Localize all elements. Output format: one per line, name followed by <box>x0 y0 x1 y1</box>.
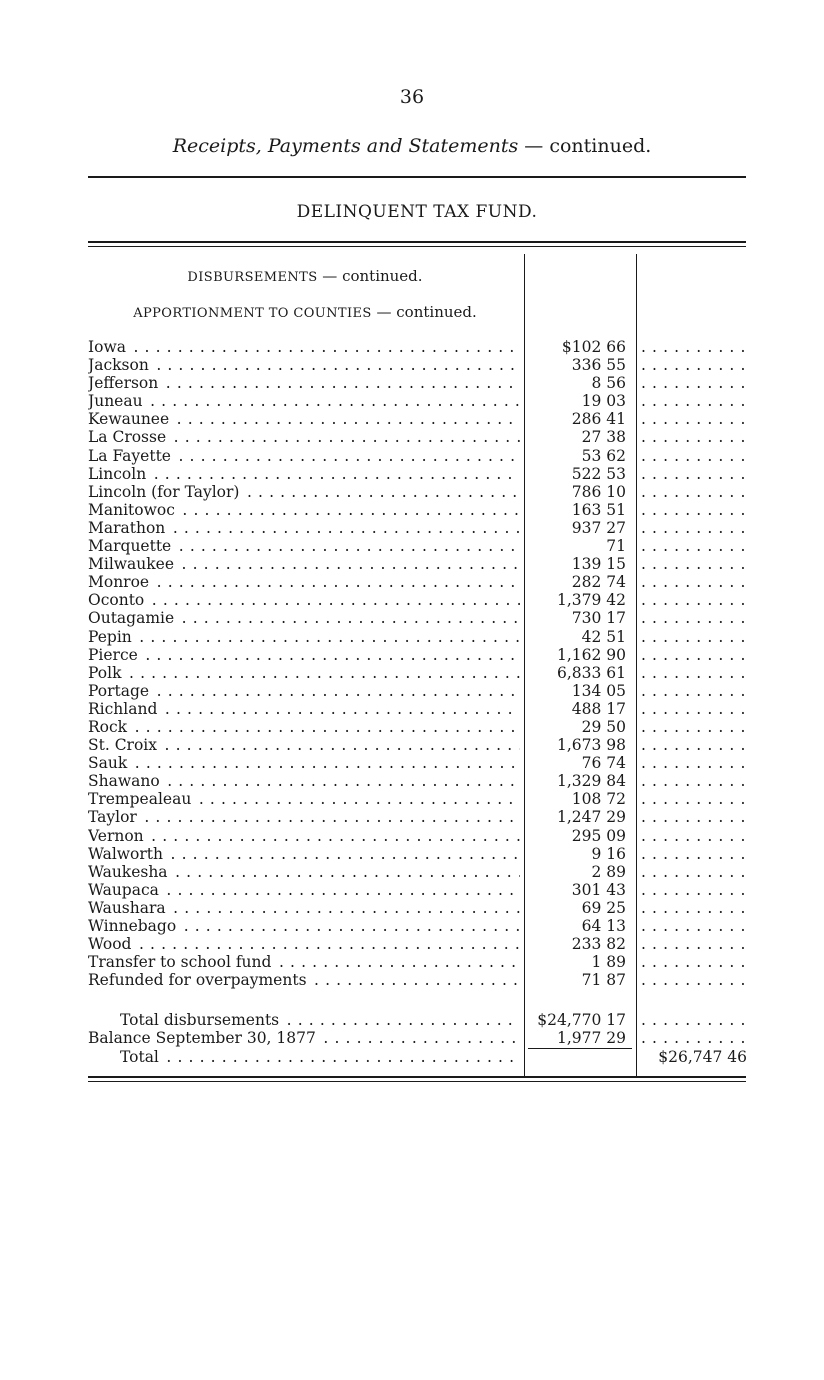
row-label <box>88 881 520 899</box>
county-name: St. Croix <box>88 736 158 755</box>
county-name: Marathon <box>88 518 166 537</box>
county-amount: 233 82 <box>571 935 626 954</box>
row-dot-leader <box>641 881 747 899</box>
row-dot-leader <box>641 356 747 374</box>
row-dot-leader <box>641 609 747 627</box>
county-row <box>0 953 824 971</box>
county-name: Waupaca <box>88 880 159 899</box>
county-name: Sauk <box>88 754 128 773</box>
county-amount: 1,162 90 <box>556 645 626 664</box>
row-label <box>88 863 520 881</box>
county-row <box>0 537 824 555</box>
county-name: Pepin <box>88 627 132 646</box>
county-amount: 163 51 <box>571 500 626 519</box>
row-dot-leader <box>641 591 747 609</box>
row-dot-leader <box>641 827 747 845</box>
row-dot-leader <box>641 790 747 808</box>
county-name: Kewaunee <box>88 410 170 429</box>
row-label <box>88 1029 520 1047</box>
county-row <box>0 591 824 609</box>
row-dot-leader <box>641 483 747 501</box>
county-amount: 139 15 <box>571 555 626 574</box>
county-name: Lincoln (for Taylor) <box>88 482 240 501</box>
row-dot-leader <box>641 1029 747 1047</box>
county-name: Marquette <box>88 537 172 556</box>
row-dot-leader <box>641 700 747 718</box>
row-dot-leader <box>641 447 747 465</box>
row-dot-leader <box>641 1011 747 1029</box>
county-amount: 76 74 <box>581 754 626 773</box>
county-amount: 937 27 <box>571 518 626 537</box>
county-name: Portage <box>88 681 150 700</box>
county-name: Manitowoc <box>88 500 175 519</box>
row-label <box>88 392 520 410</box>
county-row <box>0 899 824 917</box>
county-row <box>0 845 824 863</box>
county-amount: 6,833 61 <box>556 663 626 682</box>
county-row <box>0 682 824 700</box>
county-name: Trempealeau <box>88 790 192 809</box>
county-name: Waukesha <box>88 862 168 881</box>
county-name: Waushara <box>88 898 166 917</box>
county-amount: 282 74 <box>571 573 626 592</box>
row-label <box>88 501 520 519</box>
row-gap <box>0 989 824 1011</box>
row-label <box>88 718 520 736</box>
county-row <box>0 628 824 646</box>
row-label <box>88 736 520 754</box>
row-dot-leader <box>641 392 747 410</box>
total-disbursements-amount: $24,770 17 <box>537 1011 626 1030</box>
county-row <box>0 609 824 627</box>
county-row <box>0 410 824 428</box>
row-label <box>88 664 520 682</box>
county-row <box>0 827 824 845</box>
row-dot-leader <box>641 628 747 646</box>
county-row <box>0 374 824 392</box>
county-row <box>0 700 824 718</box>
county-row <box>0 483 824 501</box>
county-name: Taylor <box>88 808 137 827</box>
row-dot-leader <box>641 899 747 917</box>
row-dot-leader <box>641 772 747 790</box>
apportionment-heading <box>30 303 580 321</box>
row-label <box>88 971 520 989</box>
county-row <box>0 664 824 682</box>
table-top-double-rule <box>88 241 746 247</box>
county-name: Transfer to school fund <box>88 953 272 972</box>
county-amount: 42 51 <box>581 627 626 646</box>
row-dot-leader <box>641 664 747 682</box>
row-label <box>120 1048 520 1066</box>
county-amount: 286 41 <box>571 410 626 429</box>
county-row <box>0 646 824 664</box>
county-row <box>0 790 824 808</box>
row-label <box>88 682 520 700</box>
row-label <box>88 646 520 664</box>
grand-total-amount: $26,747 46 <box>658 1047 747 1066</box>
row-dot-leader <box>641 573 747 591</box>
page-number: 36 <box>399 86 425 108</box>
county-amount: 71 <box>606 537 626 556</box>
county-row <box>0 519 824 537</box>
county-row <box>0 428 824 446</box>
running-title-suffix: — continued. <box>518 135 652 157</box>
county-row <box>0 881 824 899</box>
row-dot-leader <box>641 428 747 446</box>
county-amount: $102 66 <box>561 338 626 356</box>
county-amount: 1,673 98 <box>556 736 626 755</box>
row-dot-leader <box>641 519 747 537</box>
county-row <box>0 772 824 790</box>
row-dot-leader <box>641 754 747 772</box>
row-dot-leader <box>641 953 747 971</box>
row-dot-leader <box>641 917 747 935</box>
row-dot-leader <box>641 808 747 826</box>
county-row <box>0 573 824 591</box>
county-name: Outagamie <box>88 609 175 628</box>
county-name: Pierce <box>88 645 138 664</box>
fund-title: DELINQUENT TAX FUND. <box>296 202 538 222</box>
county-name: Richland <box>88 699 158 718</box>
county-amount: 19 03 <box>581 392 626 411</box>
row-dot-leader <box>641 410 747 428</box>
row-dot-leader <box>641 718 747 736</box>
row-label <box>88 428 520 446</box>
amount-underline <box>528 1048 632 1049</box>
county-amount: 1,247 29 <box>556 808 626 827</box>
row-dot-leader <box>641 736 747 754</box>
county-name: Shawano <box>88 772 160 791</box>
top-rule <box>88 176 746 178</box>
running-title <box>0 135 824 157</box>
county-row <box>0 971 824 989</box>
total-disbursements-label: Total disbursements <box>120 1011 280 1030</box>
row-dot-leader <box>641 863 747 881</box>
county-name: La Fayette <box>88 446 171 465</box>
row-label <box>88 935 520 953</box>
county-amount: 1,379 42 <box>556 591 626 610</box>
row-label <box>88 483 520 501</box>
county-name: Jackson <box>88 356 149 375</box>
county-name: La Crosse <box>88 428 167 447</box>
county-row <box>0 465 824 483</box>
county-row <box>0 718 824 736</box>
county-rows <box>0 338 824 989</box>
row-label <box>88 591 520 609</box>
county-name: Rock <box>88 717 128 736</box>
row-dot-leader <box>641 935 747 953</box>
row-label <box>88 573 520 591</box>
county-name: Winnebago <box>88 917 177 935</box>
row-label <box>88 808 520 826</box>
county-name: Jefferson <box>88 374 159 393</box>
row-label <box>88 845 520 863</box>
row-label <box>88 609 520 627</box>
county-amount: 53 62 <box>581 446 626 465</box>
row-dot-leader <box>641 537 747 555</box>
county-row <box>0 555 824 573</box>
county-amount: 1 89 <box>591 953 626 972</box>
total-disbursements-row <box>0 1011 824 1029</box>
row-label <box>88 700 520 718</box>
county-name: Vernon <box>88 826 144 845</box>
row-dot-leader <box>641 555 747 573</box>
county-row <box>0 754 824 772</box>
county-name: Lincoln <box>88 464 147 483</box>
county-amount: 71 87 <box>581 971 626 990</box>
row-label <box>88 754 520 772</box>
county-row <box>0 447 824 465</box>
county-amount: 64 13 <box>581 917 626 935</box>
balance-amount: 1,977 29 <box>556 1029 626 1048</box>
row-dot-leader <box>641 465 747 483</box>
county-name: Milwaukee <box>88 555 175 574</box>
row-dot-leader <box>641 971 747 989</box>
row-label <box>88 356 520 374</box>
county-amount: 108 72 <box>571 790 626 809</box>
county-name: Walworth <box>88 844 164 863</box>
row-dot-leader <box>641 501 747 519</box>
row-label <box>88 447 520 465</box>
county-amount: 730 17 <box>571 609 626 628</box>
county-amount: 522 53 <box>571 464 626 483</box>
row-dot-leader <box>641 682 747 700</box>
row-label <box>88 917 520 935</box>
table-bottom-double-rule <box>88 1076 746 1082</box>
balance-label: Balance September 30, 1877 <box>88 1029 316 1048</box>
row-label <box>88 953 520 971</box>
disbursements-heading-suffix: — continued. <box>317 267 423 285</box>
county-row <box>0 501 824 519</box>
county-name: Iowa <box>88 338 126 356</box>
row-label <box>120 1011 520 1029</box>
row-label <box>88 555 520 573</box>
row-label <box>88 827 520 845</box>
county-row <box>0 935 824 953</box>
county-row <box>0 808 824 826</box>
disbursements-heading <box>88 267 522 285</box>
county-amount: 786 10 <box>571 482 626 501</box>
balance-row <box>0 1029 824 1047</box>
county-name: Refunded for overpayments <box>88 971 307 990</box>
row-label <box>88 519 520 537</box>
county-row <box>0 917 824 935</box>
apportionment-heading-suffix: — continued. <box>371 303 477 321</box>
county-name: Polk <box>88 663 122 682</box>
county-row <box>0 863 824 881</box>
county-row <box>0 392 824 410</box>
county-amount: 1,329 84 <box>556 772 626 791</box>
row-label <box>88 772 520 790</box>
county-amount: 69 25 <box>581 898 626 917</box>
county-amount: 27 38 <box>581 428 626 447</box>
disbursements-heading-caps: DISBURSEMENTS <box>187 270 318 285</box>
county-name: Monroe <box>88 573 150 592</box>
row-label <box>88 410 520 428</box>
county-amount: 488 17 <box>571 699 626 718</box>
row-label <box>88 899 520 917</box>
grand-total-label: Total <box>120 1047 159 1066</box>
county-row <box>0 356 824 374</box>
row-dot-leader <box>641 338 747 356</box>
row-label <box>88 790 520 808</box>
row-label <box>88 628 520 646</box>
row-label <box>88 374 520 392</box>
county-amount: 301 43 <box>571 880 626 899</box>
row-dot-leader <box>641 646 747 664</box>
row-dot-leader <box>641 374 747 392</box>
apportionment-heading-caps: APPORTIONMENT TO COUNTIES <box>133 306 372 321</box>
county-name: Juneau <box>88 392 143 411</box>
county-amount: 134 05 <box>571 681 626 700</box>
county-row <box>0 338 824 356</box>
row-dot-leader <box>641 845 747 863</box>
county-amount: 295 09 <box>571 826 626 845</box>
county-name: Wood <box>88 935 132 954</box>
ledger-table <box>0 338 824 1066</box>
county-amount: 9 16 <box>591 844 626 863</box>
county-amount: 8 56 <box>591 374 626 393</box>
county-name: Oconto <box>88 591 145 610</box>
county-amount: 29 50 <box>581 717 626 736</box>
county-row <box>0 736 824 754</box>
county-amount: 2 89 <box>591 862 626 881</box>
row-label <box>88 338 520 356</box>
grand-total-row <box>0 1048 824 1066</box>
running-title-italic: Receipts, Payments and Statements <box>172 135 519 157</box>
county-amount: 336 55 <box>571 356 626 375</box>
row-label <box>88 537 520 555</box>
row-label <box>88 465 520 483</box>
